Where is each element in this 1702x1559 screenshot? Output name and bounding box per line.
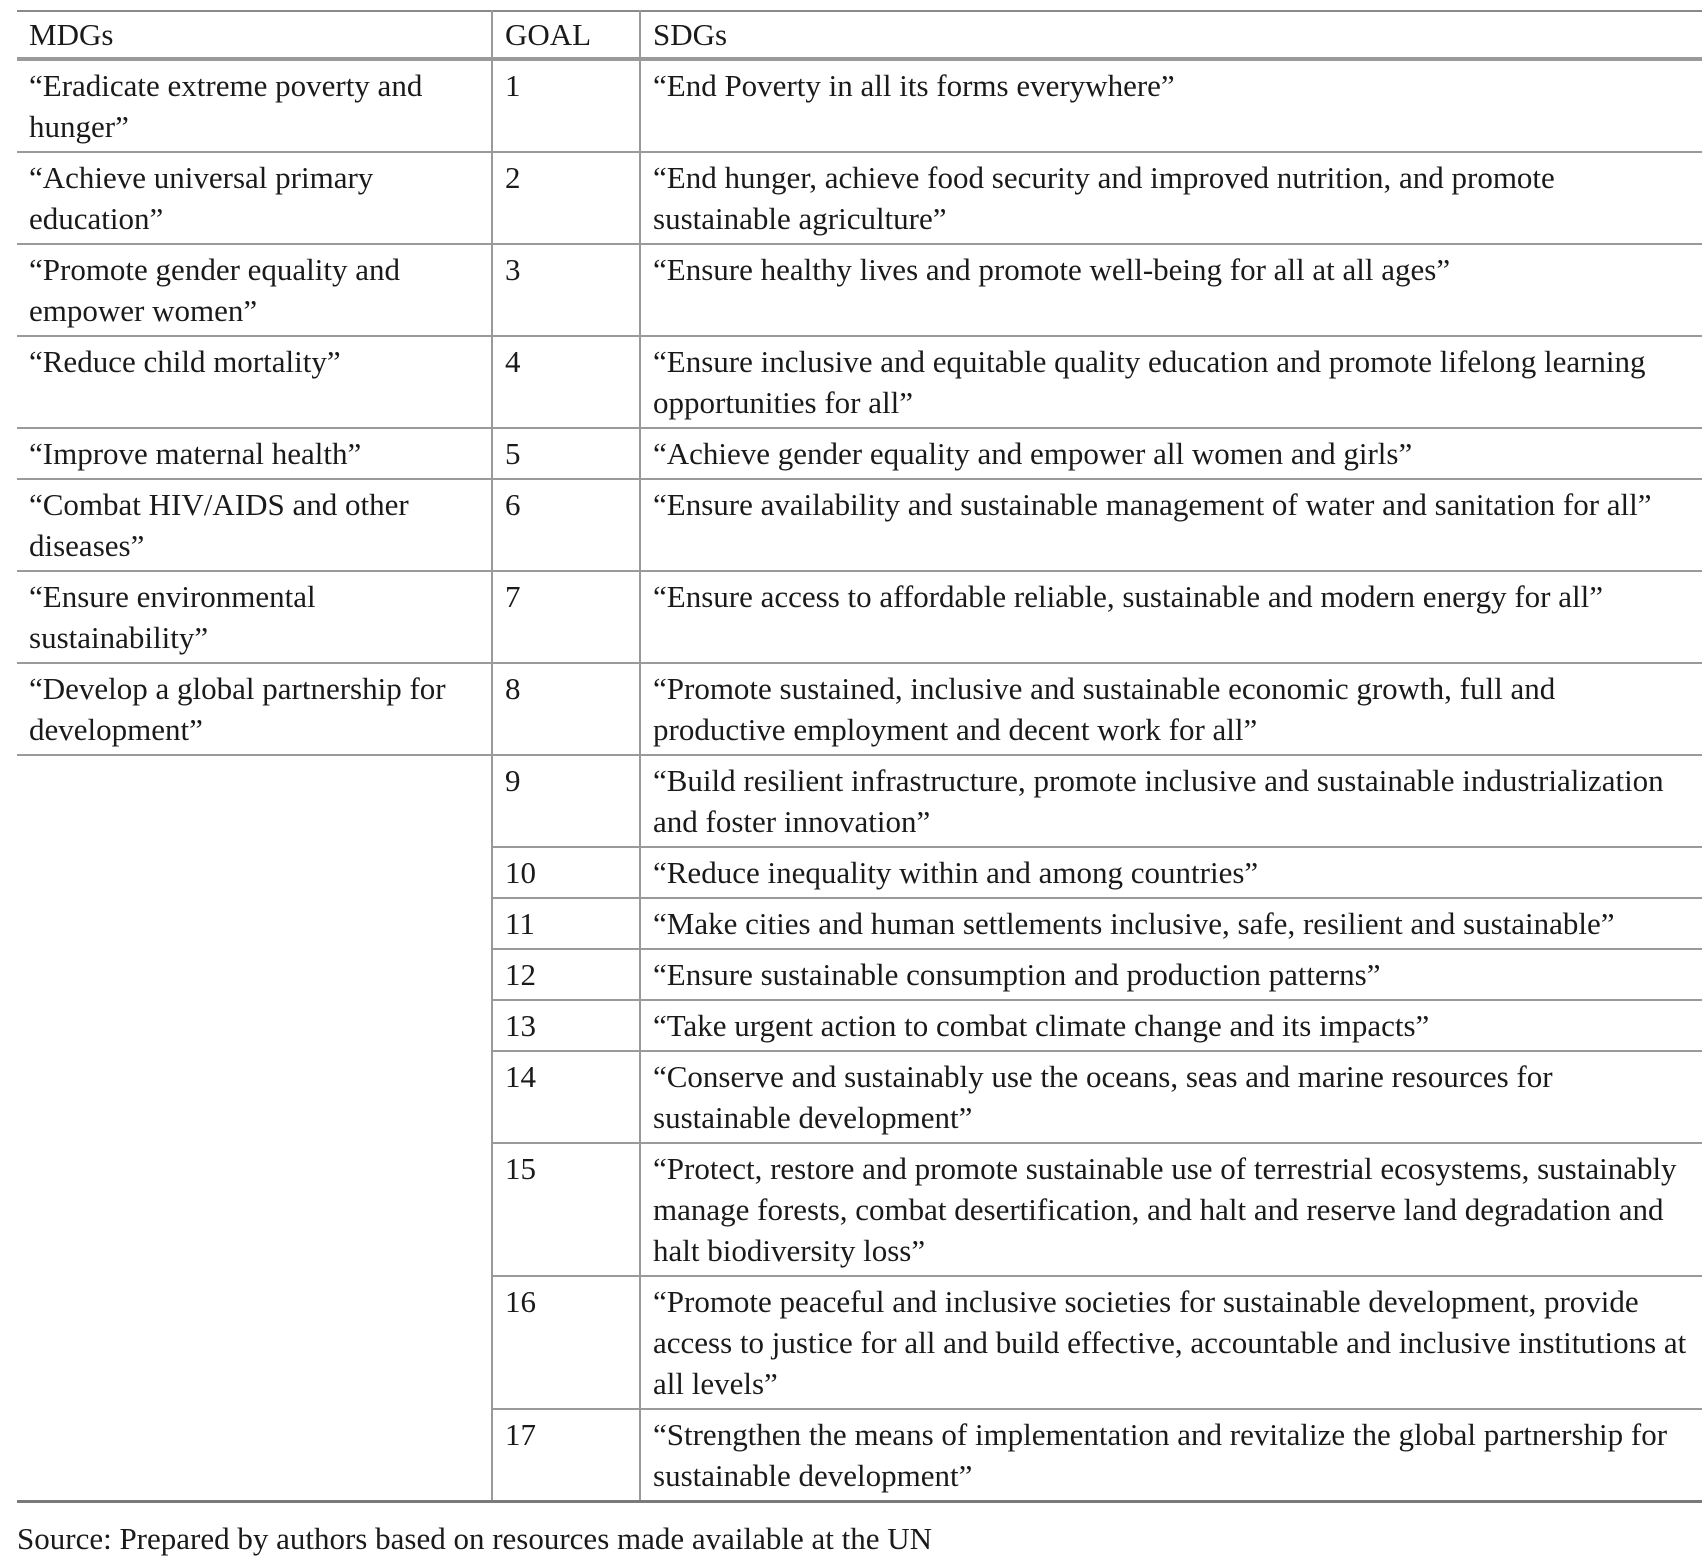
header-goal: GOAL: [492, 11, 640, 59]
goal-number: 14: [492, 1051, 640, 1143]
goal-number: 16: [492, 1276, 640, 1409]
goal-number: 15: [492, 1143, 640, 1276]
sdg-cell: “Take urgent action to combat climate change and its impacts”: [640, 1000, 1702, 1051]
header-mdgs: MDGs: [17, 11, 492, 59]
mdg-cell: “Ensure environmental sustainability”: [29, 579, 316, 655]
goal-number: 3: [492, 244, 640, 336]
table-row: [17, 479, 1702, 571]
goal-number: 12: [492, 949, 640, 1000]
sdg-cell: “Promote sustained, inclusive and sustainable economic growth, full and productive employment and decent work for all”: [640, 663, 1702, 755]
goal-number: 5: [492, 428, 640, 479]
goal-number: 1: [492, 59, 640, 152]
sdg-cell: “Ensure availability and sustainable management of water and sanitation for all”: [640, 479, 1702, 571]
sdg-cell: “Ensure access to affordable reliable, sustainable and modern energy for all”: [640, 571, 1702, 663]
mdg-cell: “Promote gender equality and empower women”: [29, 252, 401, 328]
goal-number: 2: [492, 152, 640, 244]
goal-number: 7: [492, 571, 640, 663]
mdg-cell: “Reduce child mortality”: [29, 344, 341, 379]
table-header: [17, 11, 1702, 59]
sdg-cell: “Conserve and sustainably use the oceans, seas and marine resources for sustainable development”: [640, 1051, 1702, 1143]
header-row: [17, 11, 1702, 59]
sdg-cell: “Promote peaceful and inclusive societies for sustainable development, provide access to justice for all and build effective, accountable and inclusive institutions at all levels”: [640, 1276, 1702, 1409]
table-row: [17, 59, 1702, 152]
sdg-cell: “Reduce inequality within and among countries”: [640, 847, 1702, 898]
sdg-cell: “Strengthen the means of implementation and revitalize the global partnership for sustainable development”: [640, 1409, 1702, 1502]
goal-number: 10: [492, 847, 640, 898]
sdg-cell: “Protect, restore and promote sustainable use of terrestrial ecosystems, sustainably manage forests, combat desertification, and halt and reserve land degradation and halt biodiversity loss”: [640, 1143, 1702, 1276]
goal-number: 11: [492, 898, 640, 949]
mdg-sdg-comparison-table: [17, 10, 1702, 1503]
sdg-cell: “Build resilient infrastructure, promote inclusive and sustainable industrialization and foster innovation”: [640, 755, 1702, 847]
sdg-cell: “Achieve gender equality and empower all women and girls”: [640, 428, 1702, 479]
table-body: [17, 59, 1702, 1502]
goal-number: 9: [492, 755, 640, 847]
mdg-cell: “Improve maternal health”: [29, 436, 362, 471]
table-row: [17, 244, 1702, 336]
mdg-cell-empty: [17, 755, 492, 1502]
mdg-cell: “Eradicate extreme poverty and hunger”: [29, 68, 423, 144]
goal-number: 6: [492, 479, 640, 571]
sdg-cell: “Make cities and human settlements inclusive, safe, resilient and sustainable”: [640, 898, 1702, 949]
mdg-cell: “Develop a global partnership for development”: [29, 671, 446, 747]
header-sdgs: SDGs: [640, 11, 1702, 59]
sdg-cell: “Ensure inclusive and equitable quality education and promote lifelong learning opportunities for all”: [640, 336, 1702, 428]
sdg-cell: “Ensure healthy lives and promote well-being for all at all ages”: [640, 244, 1702, 336]
goal-number: 8: [492, 663, 640, 755]
table-row: [17, 152, 1702, 244]
mdg-cell: “Combat HIV/AIDS and other diseases”: [29, 487, 409, 563]
goal-number: 13: [492, 1000, 640, 1051]
table-row: [17, 336, 1702, 428]
goal-number: 4: [492, 336, 640, 428]
goal-number: 17: [492, 1409, 640, 1502]
sdg-cell: “End Poverty in all its forms everywhere”: [640, 59, 1702, 152]
table-row: [17, 571, 1702, 663]
table-row: [17, 755, 1702, 847]
table-row: [17, 428, 1702, 479]
sdg-cell: “Ensure sustainable consumption and production patterns”: [640, 949, 1702, 1000]
source-note: Source: Prepared by authors based on resources made available at the UN: [17, 1521, 933, 1556]
mdg-cell: “Achieve universal primary education”: [29, 160, 374, 236]
sdg-cell: “End hunger, achieve food security and improved nutrition, and promote sustainable agriculture”: [640, 152, 1702, 244]
table-row: [17, 663, 1702, 755]
